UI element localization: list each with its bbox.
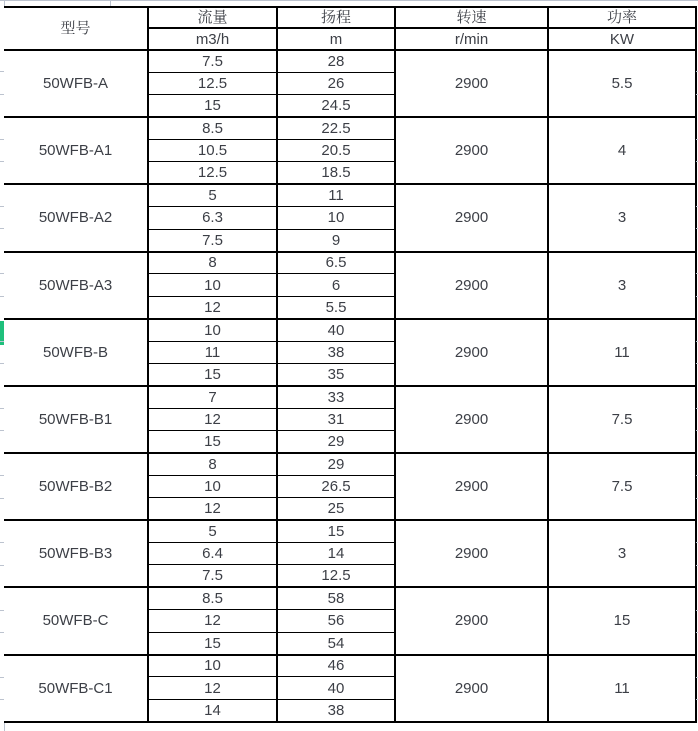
header-model: 型号 (4, 7, 148, 50)
flow-cell: 10 (148, 655, 277, 677)
gridline-row-stub (0, 71, 4, 72)
power-cell: 4 (548, 117, 696, 184)
head-cell: 38 (277, 699, 395, 722)
flow-cell: 12 (148, 296, 277, 318)
flow-cell: 12 (148, 498, 277, 520)
gridline-row-stub (0, 206, 4, 207)
head-cell: 14 (277, 543, 395, 565)
head-cell: 26.5 (277, 475, 395, 497)
flow-cell: 15 (148, 363, 277, 385)
table-row (4, 184, 696, 206)
table-row (4, 252, 696, 274)
speed-cell: 2900 (395, 520, 548, 587)
header-speed: 转速 (395, 7, 548, 28)
power-cell: 11 (548, 319, 696, 386)
head-cell: 28 (277, 50, 395, 72)
header-power: 功率 (548, 7, 696, 28)
table-row (4, 453, 696, 475)
flow-cell: 15 (148, 632, 277, 654)
gridline-row-stub (0, 498, 4, 499)
flow-cell: 12.5 (148, 72, 277, 94)
table-body (4, 50, 696, 722)
head-cell: 22.5 (277, 117, 395, 139)
gridline-row-stub (0, 699, 4, 700)
header-flow: 流量 (148, 7, 277, 28)
gridline-row-stub (0, 677, 4, 678)
flow-cell: 7.5 (148, 565, 277, 587)
flow-cell: 6.4 (148, 543, 277, 565)
table-row (4, 655, 696, 677)
head-cell: 40 (277, 677, 395, 699)
flow-cell: 8 (148, 252, 277, 274)
speed-cell: 2900 (395, 587, 548, 654)
head-cell: 15 (277, 520, 395, 542)
model-cell: 50WFB-B3 (4, 520, 148, 587)
head-cell: 38 (277, 341, 395, 363)
head-cell: 5.5 (277, 296, 395, 318)
power-cell: 15 (548, 587, 696, 654)
gridline-row-stub (0, 273, 4, 274)
head-cell: 29 (277, 431, 395, 453)
head-cell: 25 (277, 498, 395, 520)
head-cell: 54 (277, 632, 395, 654)
speed-cell: 2900 (395, 655, 548, 722)
flow-cell: 15 (148, 431, 277, 453)
header-speed-unit: r/min (395, 28, 548, 50)
power-cell: 3 (548, 184, 696, 251)
power-cell: 5.5 (548, 50, 696, 117)
head-cell: 6.5 (277, 252, 395, 274)
speed-cell: 2900 (395, 453, 548, 520)
flow-cell: 8 (148, 453, 277, 475)
flow-cell: 7 (148, 386, 277, 408)
table-row (4, 386, 696, 408)
flow-cell: 8.5 (148, 587, 277, 609)
head-cell: 46 (277, 655, 395, 677)
table-row (4, 117, 696, 139)
gridline-row-stub (0, 632, 4, 633)
gridline-row-stub (0, 161, 4, 162)
flow-cell: 10 (148, 475, 277, 497)
flow-cell: 12 (148, 677, 277, 699)
flow-cell: 14 (148, 699, 277, 722)
flow-cell: 12 (148, 610, 277, 632)
gridline-row-stub (0, 565, 4, 566)
head-cell: 33 (277, 386, 395, 408)
flow-cell: 6.3 (148, 207, 277, 229)
head-cell: 6 (277, 274, 395, 296)
model-cell: 50WFB-C (4, 587, 148, 654)
model-cell: 50WFB-B (4, 319, 148, 386)
power-cell: 3 (548, 520, 696, 587)
flow-cell: 15 (148, 95, 277, 117)
flow-cell: 5 (148, 184, 277, 206)
model-cell: 50WFB-A (4, 50, 148, 117)
model-cell: 50WFB-B1 (4, 386, 148, 453)
gridline-row-stub (0, 139, 4, 140)
flow-cell: 12 (148, 408, 277, 430)
speed-cell: 2900 (395, 117, 548, 184)
flow-cell: 10 (148, 274, 277, 296)
flow-cell: 7.5 (148, 50, 277, 72)
flow-cell: 7.5 (148, 229, 277, 251)
header-head: 扬程 (277, 7, 395, 28)
model-cell: 50WFB-A1 (4, 117, 148, 184)
model-cell: 50WFB-A3 (4, 252, 148, 319)
speed-cell: 2900 (395, 319, 548, 386)
header-flow-unit: m3/h (148, 28, 277, 50)
gridline-row-stub (0, 430, 4, 431)
speed-cell: 2900 (395, 50, 548, 117)
head-cell: 12.5 (277, 565, 395, 587)
flow-cell: 11 (148, 341, 277, 363)
head-cell: 24.5 (277, 95, 395, 117)
speed-cell: 2900 (395, 386, 548, 453)
speed-cell: 2900 (395, 252, 548, 319)
model-cell: 50WFB-C1 (4, 655, 148, 722)
head-cell: 35 (277, 363, 395, 385)
power-cell: 11 (548, 655, 696, 722)
gridline-row-stub (0, 94, 4, 95)
header-head-unit: m (277, 28, 395, 50)
gridline-row-stub (0, 341, 4, 342)
head-cell: 26 (277, 72, 395, 94)
head-cell: 9 (277, 229, 395, 251)
head-cell: 29 (277, 453, 395, 475)
flow-cell: 5 (148, 520, 277, 542)
power-cell: 7.5 (548, 453, 696, 520)
power-cell: 3 (548, 252, 696, 319)
power-cell: 7.5 (548, 386, 696, 453)
gridline-top (0, 0, 698, 1)
gridline-row-stub (0, 408, 4, 409)
flow-cell: 10.5 (148, 140, 277, 162)
pump-spec-table (4, 6, 697, 723)
head-cell: 18.5 (277, 162, 395, 184)
gridline-row-stub (0, 475, 4, 476)
head-cell: 11 (277, 184, 395, 206)
head-cell: 10 (277, 207, 395, 229)
head-cell: 56 (277, 610, 395, 632)
flow-cell: 12.5 (148, 162, 277, 184)
table-row (4, 587, 696, 609)
header-power-unit: KW (548, 28, 696, 50)
table-row (4, 50, 696, 72)
head-cell: 20.5 (277, 140, 395, 162)
head-cell: 31 (277, 408, 395, 430)
gridline-row-stub (0, 296, 4, 297)
model-cell: 50WFB-B2 (4, 453, 148, 520)
gridline-row-stub (0, 610, 4, 611)
table-header (4, 7, 696, 50)
table-row (4, 520, 696, 542)
gridline-row-stub (0, 542, 4, 543)
model-cell: 50WFB-A2 (4, 184, 148, 251)
gridline-row-stub (0, 363, 4, 364)
table-row (4, 319, 696, 341)
head-cell: 40 (277, 319, 395, 341)
speed-cell: 2900 (395, 184, 548, 251)
flow-cell: 10 (148, 319, 277, 341)
gridline-row-stub (0, 228, 4, 229)
head-cell: 58 (277, 587, 395, 609)
flow-cell: 8.5 (148, 117, 277, 139)
